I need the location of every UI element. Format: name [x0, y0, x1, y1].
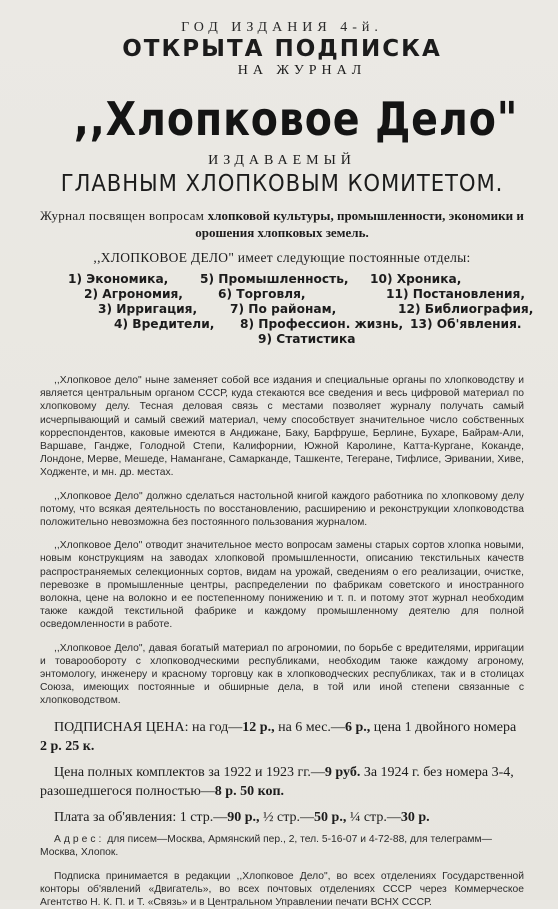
full-sets-price-1: 9 руб. — [324, 764, 361, 780]
paragraph-agronomy: ,,Хлопковое Дело", давая богатый материал по агрономии, по борьбе с вредителями, ирригации и товарообороту с хлопководческими республиками, необходим также каждому агроному, энтомологу, инженеру и красному торговцу как в хлопководческих республиках, так и в столицах Союза, имеющих постоянные и обширные дела, в той или иной степени связанные с хлопководством. — [40, 642, 524, 707]
full-sets-text: Цена полных комплектов за 1922 и 1923 гг.— — [54, 764, 325, 780]
edition-year: ГОД ИЗДАНИЯ 4-й. — [181, 20, 383, 35]
price-year: 12 р., — [242, 719, 275, 735]
committee-name: ГЛАВНЫМ ХЛОПКОВЫМ КОМИТЕТОМ. — [60, 171, 504, 197]
subscription-price — [40, 718, 524, 756]
address — [40, 833, 524, 860]
department-item: 10) Хроника, — [370, 272, 462, 286]
departments-title: ,,ХЛОПКОВОЕ ДЕЛО" имеет следующие постоянные отделы: — [93, 250, 471, 265]
full-sets-price — [40, 763, 524, 801]
price-label: ПОДПИСНАЯ ЦЕНА: — [54, 719, 189, 735]
department-item: 6) Торговля, — [218, 287, 306, 301]
subscription-note: Подписка принимается в редакции ,,Хлопковое Дело", во всех отделениях Государственной конторы об'явлений «Двигатель», во всех почтовых отделениях СССР через Коммерческое Агентство Н. К. П. и Т. «Связь» и в Центральном Управлении печати ВСНХ СССР. — [40, 870, 524, 909]
advertisement-rates — [40, 808, 524, 827]
description-prefix: Журнал посвящен вопросам — [40, 208, 205, 223]
description-topics: хлопковой культуры, промышленности, экономики и орошения хлопковых земель. — [195, 208, 524, 240]
issued-by-label: ИЗДАВАЕМЫЙ — [208, 153, 356, 168]
full-sets-price-2: 8 р. 50 коп. — [214, 783, 285, 799]
department-item: 11) Постановления, — [386, 287, 525, 301]
ads-quarter-text: ¼ стр.— — [349, 809, 401, 825]
paragraph-industry: ,,Хлопковое Дело" отводит значительное место вопросам замены старых сортов хлопка новыми, новым конструкциям на заводах хлопковой промышленности, описанию текстильных качеств распространяемых селекционных сортов, видам на урожай, сведениям о его реализации, очистке, перевозке в промышленные центры, распределении по фабрикам советского и иностранного волокна, цене на волокно и ее постепенному понижению и т. п. и потому этот журнал необходим также каждой текстильной фабрике и каждому промышленному деятелю для полной осведомленности в работе. — [40, 540, 524, 631]
price-year-text: на год— — [191, 719, 243, 735]
paragraph-reference-book: ,,Хлопковое Дело" должно сделаться настольной книгой каждого работника по хлопковому делу потому, что всякая деятельность по восстановлению, расширению и реконструкции хлопководства положительно невозможна без постоянного пользования журналом. — [40, 490, 524, 529]
on-journal-label: НА ЖУРНАЛ — [237, 63, 367, 78]
ads-quarter-page: 30 р. — [400, 809, 430, 825]
ads-text: Плата за об'явления: 1 стр.— — [54, 809, 228, 825]
department-item: 8) Профессион. жизнь, — [240, 317, 404, 331]
ads-full-page: 90 р., — [227, 809, 260, 825]
ads-half-text: ½ стр.— — [263, 809, 315, 825]
price-half-text: на 6 мес.— — [278, 719, 345, 735]
open-subscription-heading: ОТКРЫТА ПОДПИСКА — [122, 36, 442, 62]
full-sets-text-2: За 1924 г. без номера 3-4, разошедшегося полностью— — [40, 764, 514, 799]
department-item: 2) Агрономия, — [84, 287, 183, 301]
ads-half-page: 50 р., — [314, 809, 347, 825]
departments-list — [40, 272, 534, 350]
price-half-year: 6 р., — [344, 719, 371, 735]
price-double-text: цена 1 двойного номера — [373, 719, 517, 735]
paragraph-overview: ,,Хлопковое дело" ныне заменяет собой все издания и специальные органы по хлопководству и является центральным органом СССР, куда стекаются все сведения и весь цифровой материал по хлопковому делу. Тесная деловая связь с местами позволяет журналу получать самый исчерпывающий и самый свежий материал, чему способствует значительное число собственных корреспондентов, каковые имеются в Андижане, Баку, Барфруше, Берлине, Бухаре, Байрам-Али, Варшаве, Ганджe, Голодной Степи, Калифорнии, Южной Каролине, Катта-Кургане, Коканде, Лондоне, Мерве, Мешеде, Намангане, Самарканде, Ташкенте, Тегеране, Тифлисе, Эривании, Хиве, Ходженте, и мн. др. местах. — [40, 375, 524, 479]
address-label: Адрес: — [54, 833, 105, 845]
department-item: 1) Экономика, — [68, 272, 169, 286]
department-item: 7) По районам, — [230, 302, 337, 316]
address-text: для писем—Москва, Армянский пер., 2, тел. 5-16-07 и 4-72-88, для телеграмм—Москва, Хлопок. — [40, 833, 492, 859]
department-item: 5) Промышленность, — [200, 272, 349, 286]
department-item: 9) Статистика — [258, 332, 356, 346]
department-item: 13) Об'явления. — [410, 317, 522, 331]
journal-title: ,,Хлопковое Дело" — [73, 92, 519, 146]
department-item: 4) Вредители, — [114, 317, 215, 331]
price-double-issue: 2 р. 25 к. — [40, 738, 95, 754]
department-item: 3) Ирригация, — [98, 302, 198, 316]
department-item: 12) Библиография, — [398, 302, 534, 316]
journal-description — [40, 207, 524, 241]
